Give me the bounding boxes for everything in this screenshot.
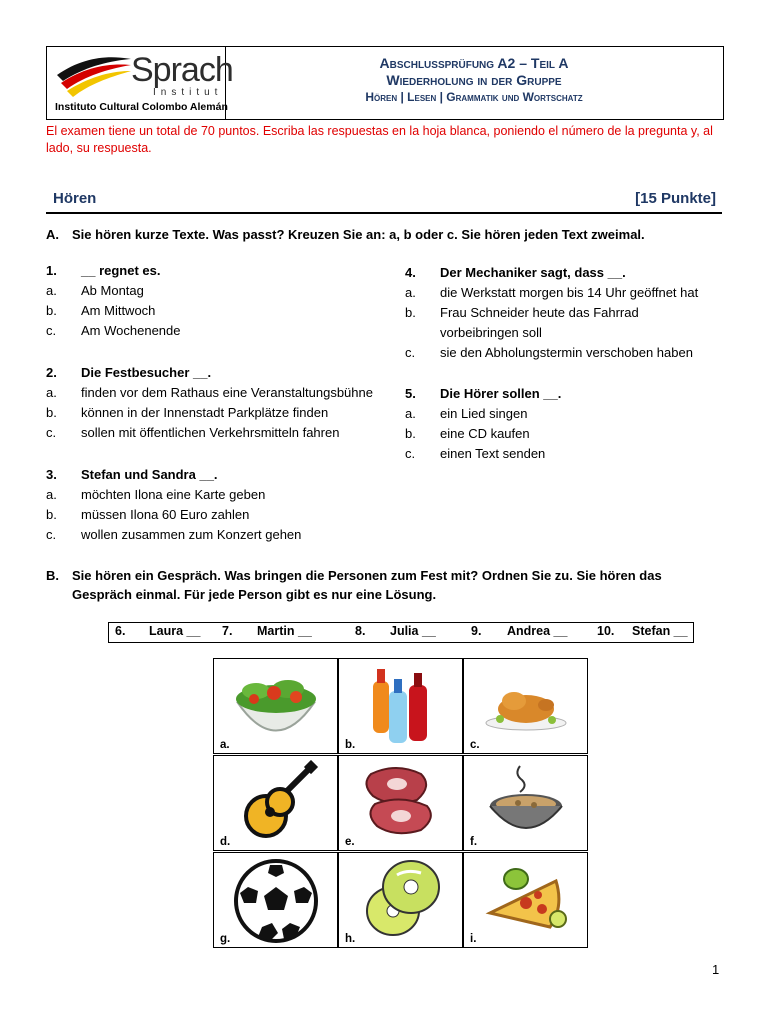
question-2: [46, 363, 406, 443]
picture-label: h.: [345, 933, 356, 945]
option-letter: a.: [46, 283, 57, 298]
option-text: eine CD kaufen: [440, 426, 530, 441]
answer-item-number: 8.: [355, 624, 366, 638]
option-text: Frau Schneider heute das Fahrrad vorbeibringen soll: [440, 305, 639, 340]
option-letter: c.: [46, 425, 57, 440]
option-letter: b.: [46, 405, 57, 420]
question-stem: __ regnet es.: [81, 263, 161, 278]
picture-label: i.: [470, 933, 477, 945]
option-text: Am Wochenende: [81, 323, 181, 338]
option-letter: c.: [405, 446, 416, 461]
option-text: wollen zusammen zum Konzert gehen: [81, 527, 302, 542]
exam-sections: Hören | Lesen | Grammatik und Wortschatz: [365, 90, 583, 104]
option-text: die Werkstatt morgen bis 14 Uhr geöffnet hat: [440, 285, 699, 300]
drinks-icon: [351, 663, 451, 747]
picture-cell-b: [338, 658, 463, 754]
option-letter: b.: [405, 305, 416, 320]
answer-item-name: Julia __: [390, 624, 436, 638]
option-letter: a.: [46, 385, 57, 400]
picture-cell-e: [338, 755, 463, 851]
question-stem: Stefan und Sandra __.: [81, 467, 218, 482]
question-stem: Die Festbesucher __.: [81, 365, 212, 380]
logo: [47, 47, 233, 119]
picture-cell-d: [213, 755, 338, 851]
answer-item-number: 6.: [115, 624, 126, 638]
option-letter: b.: [405, 426, 416, 441]
logo-subword: Institut: [153, 87, 223, 98]
option-letter: a.: [405, 406, 416, 421]
picture-cell-c: [463, 658, 588, 754]
exam-title-block: [225, 47, 723, 119]
option-text: Am Mittwoch: [81, 303, 156, 318]
answer-line: [108, 622, 694, 643]
picture-cell-f: [463, 755, 588, 851]
option-letter: c.: [405, 345, 416, 360]
task-label: B.: [46, 568, 59, 583]
question-number: 5.: [405, 386, 416, 401]
picture-label: c.: [470, 739, 480, 751]
question-3: [46, 465, 406, 545]
option-text: ein Lied singen: [440, 406, 528, 421]
steak-icon: [351, 760, 451, 844]
question-stem: Die Hörer sollen __.: [440, 386, 562, 401]
question-number: 3.: [46, 467, 57, 482]
question-stem: Der Mechaniker sagt, dass __.: [440, 265, 626, 280]
exam-title: Abschlussprüfung A2 – Teil A: [379, 55, 569, 71]
picture-label: d.: [220, 836, 231, 848]
option-text: einen Text senden: [440, 446, 546, 461]
soccer-ball-icon: [226, 857, 326, 943]
answer-item-name: Stefan __: [632, 624, 688, 638]
salad-icon: [226, 663, 326, 743]
section-heading: [46, 187, 722, 214]
task-text: Sie hören ein Gespräch. Was bringen die Personen zum Fest mit? Ordnen Sie zu. Sie hören das Gespräch einmal. Für jede Person gibt es nur eine Lösung.: [72, 568, 662, 602]
picture-label: f.: [470, 836, 478, 848]
answer-item-name: Andrea __: [507, 624, 568, 638]
picture-label: b.: [345, 739, 356, 751]
answer-item-number: 10.: [597, 624, 615, 638]
question-4: [405, 263, 735, 363]
option-letter: b.: [46, 303, 57, 318]
option-text: sie den Abholungstermin verschoben haben: [440, 345, 693, 360]
picture-cell-h: [338, 852, 463, 948]
exam-subtitle: Wiederholung in der Gruppe: [386, 72, 562, 88]
picture-label: g.: [220, 933, 231, 945]
question-5: [405, 384, 735, 464]
pizza-icon: [476, 857, 576, 943]
flag-swoosh-icon: [53, 53, 133, 103]
answer-item-name: Martin __: [257, 624, 312, 638]
roast-chicken-icon: [476, 663, 576, 743]
logo-word: Sprach: [131, 51, 233, 89]
option-letter: a.: [46, 487, 57, 502]
option-text: müssen Ilona 60 Euro zahlen: [81, 507, 250, 522]
cd-icon: [351, 857, 451, 943]
picture-label: e.: [345, 836, 355, 848]
picture-cell-i: [463, 852, 588, 948]
section-points: [15 Punkte]: [635, 190, 716, 207]
section-title: Hören: [53, 190, 97, 207]
picture-grid: [213, 658, 589, 948]
option-letter: c.: [46, 527, 57, 542]
answer-item-name: Laura __: [149, 624, 201, 638]
task-b-instruction: [46, 566, 726, 606]
option-text: finden vor dem Rathaus eine Veranstaltungsbühne: [81, 385, 373, 400]
option-letter: b.: [46, 507, 57, 522]
option-text: können in der Innenstadt Parkplätze finden: [81, 405, 329, 420]
task-text: Sie hören kurze Texte. Was passt? Kreuzen Sie an: a, b oder c. Sie hören jeden Text zweimal.: [72, 227, 645, 242]
logo-institute-name: Instituto Cultural Colombo Alemán: [55, 101, 228, 113]
answer-item-number: 7.: [222, 624, 233, 638]
question-1: [46, 261, 406, 341]
option-text: möchten Ilona eine Karte geben: [81, 487, 266, 502]
picture-cell-a: [213, 658, 338, 754]
exam-instructions: El examen tiene un total de 70 puntos. Escriba las respuestas en la hoja blanca, poniendo el número de la pregunta y, al lado, su respuesta.: [46, 124, 713, 155]
soup-icon: [476, 760, 576, 844]
answer-item-number: 9.: [471, 624, 482, 638]
option-text: Ab Montag: [81, 283, 144, 298]
task-a-instruction: [46, 225, 726, 245]
question-number: 1.: [46, 263, 57, 278]
guitar-icon: [226, 760, 326, 844]
option-letter: c.: [46, 323, 57, 338]
question-number: 2.: [46, 365, 57, 380]
page-number: 1: [712, 962, 720, 977]
option-letter: a.: [405, 285, 416, 300]
header-box: [46, 46, 724, 120]
question-number: 4.: [405, 265, 416, 280]
option-text: sollen mit öffentlichen Verkehrsmitteln fahren: [81, 425, 340, 440]
task-label: A.: [46, 227, 59, 242]
picture-cell-g: [213, 852, 338, 948]
picture-label: a.: [220, 739, 230, 751]
